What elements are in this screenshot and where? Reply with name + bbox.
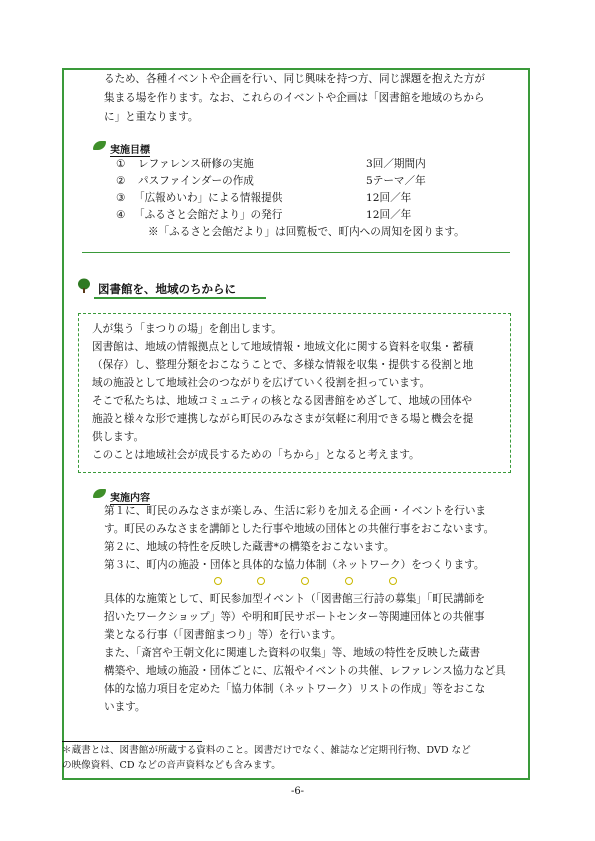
tree-icon bbox=[77, 278, 91, 294]
footnote-line: の映像資料、CD などの音声資料なども含みます。 bbox=[62, 760, 281, 771]
content-line: 業となる行事（「図書館まつり」等）を行います。 bbox=[104, 629, 342, 641]
target-label: 「広報めいわ」による情報提供 bbox=[134, 192, 283, 204]
ring-ornament bbox=[214, 577, 222, 585]
intro-line: るため、各種イベントや企画を行い、同じ興味を持つ方、同じ課題を抱えた方が bbox=[104, 73, 485, 85]
footnote-rule bbox=[62, 741, 202, 742]
content-line: 第３に、町内の施設・団体と具体的な協力体制（ネットワーク）をつくります。 bbox=[104, 559, 485, 571]
target-label: 「ふるさと会館だより」の発行 bbox=[134, 209, 283, 221]
content-line: 招いたワークショップ」等）や明和町民サポートセンター等関連団体との共催事 bbox=[104, 611, 485, 623]
target-label: パスファインダーの作成 bbox=[138, 175, 254, 187]
target-num: ① bbox=[116, 158, 126, 170]
section-title-underline bbox=[94, 297, 266, 299]
content-line: 構築や、地域の施設・団体ごとに、広報やイベントの共催、レファレンス協力など具 bbox=[104, 665, 506, 677]
content-line: す。町民のみなさまを講師とした行事や地域の団体との共催行事をおこないます。 bbox=[104, 523, 495, 535]
box-line: 人が集う「まつりの場」を創出します。 bbox=[92, 323, 282, 335]
target-value: 5テーマ／年 bbox=[366, 175, 426, 187]
content-line: 具体的な施策として、町民参加型イベント（「図書館三行詩の募集」「町民講師を bbox=[104, 593, 486, 605]
box-line: このことは地域社会が成長するための「ちから」となると考えます。 bbox=[92, 449, 420, 461]
target-value: 12回／年 bbox=[366, 192, 412, 204]
box-line: 施設と様々な形で連携しながら町民のみなさまが気軽に利用できる場と機会を提 bbox=[92, 413, 474, 425]
content-heading: 実施内容 bbox=[110, 493, 150, 504]
content-line: 第２に、地域の特性を反映した蔵書*の構築をおこないます。 bbox=[104, 541, 395, 553]
targets-note: ※「ふるさと会館だより」は回覧板で、町内への周知を図ります。 bbox=[148, 226, 465, 238]
content-line: 第１に、町民のみなさまが楽しみ、生活に彩りを加える企画・イベントを行いま bbox=[104, 505, 487, 517]
box-line: 供します。 bbox=[92, 431, 145, 443]
section-title: 図書館を、地域のちからに bbox=[98, 282, 236, 296]
content-line: います。 bbox=[104, 701, 146, 713]
box-line: 域の施設として地域社会のつながりを広げていく役割を担っています。 bbox=[92, 377, 431, 389]
ring-ornament bbox=[257, 577, 265, 585]
target-num: ② bbox=[116, 175, 126, 187]
box-line: （保存）し、整理分類をおこなうことで、多様な情報を収集・提供する役割と地 bbox=[92, 359, 474, 371]
target-value: 12回／年 bbox=[366, 209, 412, 221]
page-number: -6- bbox=[290, 786, 305, 797]
section-divider bbox=[82, 252, 510, 253]
targets-heading: 実施目標 bbox=[110, 145, 150, 156]
intro-line: に」と重なります。 bbox=[104, 111, 199, 123]
content-line: また、「斎宮や王朝文化に関連した資料の収集」等、地域の特性を反映した蔵書 bbox=[104, 647, 481, 659]
box-line: 図書館は、地域の情報拠点として地域情報・地域文化に関する資料を収集・蓄積 bbox=[92, 341, 474, 353]
target-num: ③ bbox=[116, 192, 126, 204]
box-line: そこで私たちは、地域コミュニティの核となる図書館をめざして、地域の団体や bbox=[92, 395, 473, 407]
footnote-line: ＊蔵書とは、図書館が所蔵する資料のこと。図書だけでなく、雑誌など定期刊行物、DVD など bbox=[62, 745, 471, 756]
target-num: ④ bbox=[116, 209, 126, 221]
target-label: レファレンス研修の実施 bbox=[138, 158, 254, 170]
target-value: 3回／期間内 bbox=[366, 158, 426, 170]
ring-ornament bbox=[301, 577, 309, 585]
ring-ornament bbox=[389, 577, 397, 585]
intro-line: 集まる場を作ります。なお、これらのイベントや企画は「図書館を地域のちから bbox=[104, 92, 485, 104]
content-line: 体的な協力項目を定めた「協力体制（ネットワーク）リストの作成」等をおこな bbox=[104, 683, 486, 695]
ring-ornament bbox=[345, 577, 353, 585]
